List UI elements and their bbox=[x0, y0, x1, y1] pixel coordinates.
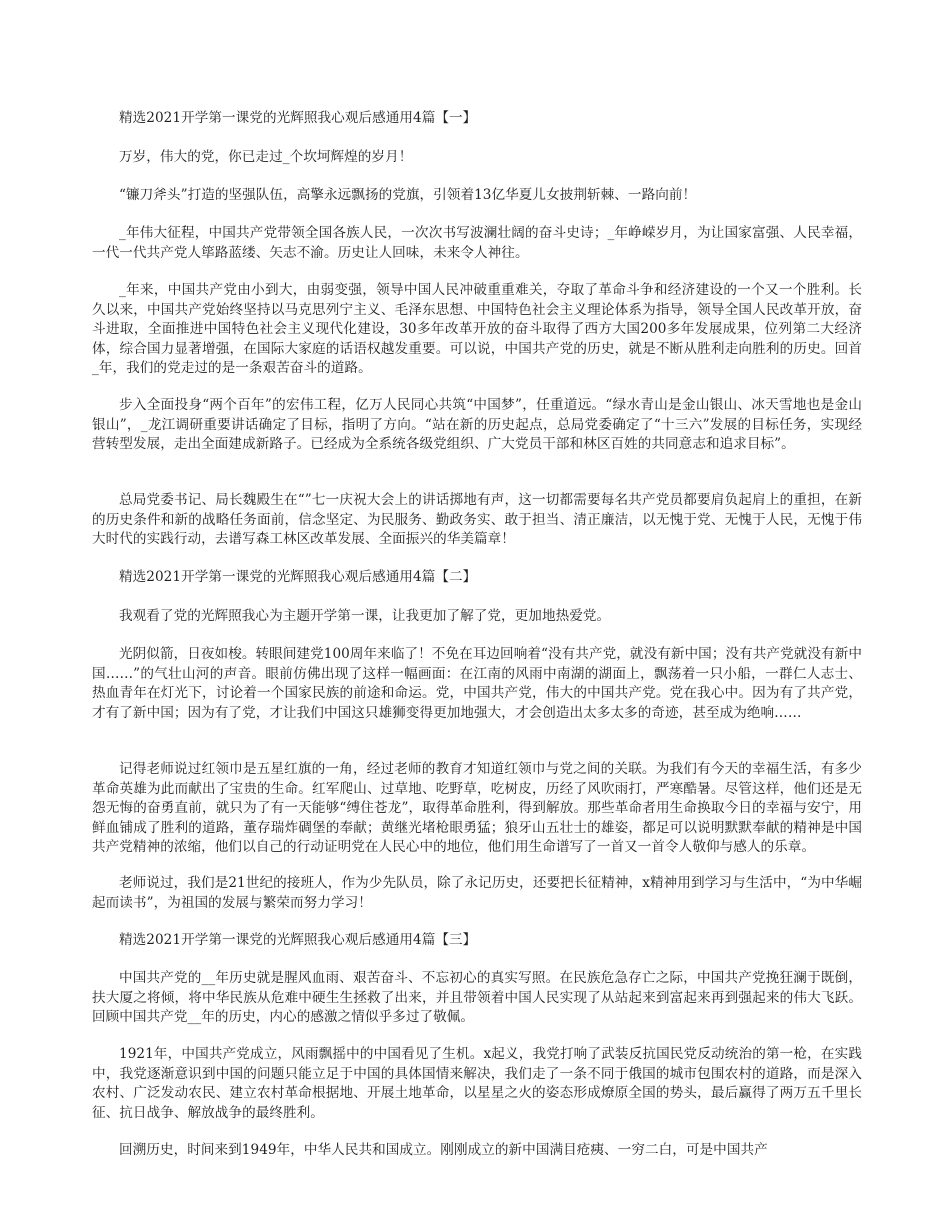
paragraph: _年伟大征程，中国共产党带领全国各族人民，一次次书写波澜壮阔的奋斗史诗；_年峥嵘岁月，为让国家富强、人民幸福，一代一代共产党人筚路蓝缕、矢志不渝。历史让人回味，未来令人神往。 bbox=[92, 225, 862, 261]
paragraph: 回溯历史，时间来到1949年，中华人民共和国成立。刚刚成立的新中国满目疮痍、一穷二白，可是中国共产 bbox=[119, 1142, 768, 1158]
paragraph: 1921年，中国共产党成立，风雨飘摇中的中国看见了生机。x起义，我党打响了武装反抗国民党反动统治的第一枪，在实践中，我党逐渐意识到中国的问题只能立足于中国的具体国情来解决，我们走了一条不同于俄国的城市包围农村的道路，而是深入农村、广泛发动农民、建立农村革命根据地、开展土地革命，以星星之火的姿态形成燎原全国的势头，最后赢得了两万五千里长征、抗日战争、解放战争的最终胜利。 bbox=[92, 1046, 862, 1121]
paragraph: 万岁，伟大的党，你已走过_个坎坷辉煌的岁月！ bbox=[119, 149, 413, 165]
paragraph: 中国共产党的__年历史就是腥风血雨、艰苦奋斗、不忘初心的真实写照。在民族危急存亡之际，中国共产党挽狂澜于既倒，扶大厦之将倾，将中华民族从危难中硬生生拯救了出来，并且带领着中国人民实现了从站起来到富起来再到强起来的伟大飞跃。回顾中国共产党__年的历史，内心的感激之情似乎多过了敬佩。 bbox=[92, 970, 862, 1026]
paragraph: 我观看了党的光辉照我心为主题开学第一课，让我更加了解了党，更加地热爱党。 bbox=[119, 608, 611, 624]
section-heading-1: 精选2021开学第一课党的光辉照我心观后感通用4篇【一】 bbox=[119, 110, 477, 126]
paragraph: 光阴似箭，日夜如梭。转眼间建党100周年来临了！不免在耳边回响着“没有共产党，就没有新中国；没有共产党就没有新中国……”的气壮山河的声音。眼前仿佛出现了这样一幅画面：在江南的风雨中南湖的湖面上，飘荡着一只小船，一群仁人志士、热血青年在灯光下，讨论着一个国家民族的前途和命运。党，中国共产党，伟大的中国共产党。党在我心中。因为有了共产党，才有了新中国；因为有了党，才让我们中国这只雄狮变得更加地强大，才会创造出太多太多的奇迹，甚至成为绝响…… bbox=[92, 646, 862, 721]
section-heading-2: 精选2021开学第一课党的光辉照我心观后感通用4篇【二】 bbox=[119, 569, 477, 585]
paragraph: 记得老师说过红领巾是五星红旗的一角，经过老师的教育才知道红领巾与党之间的关联。为我们有今天的幸福生活，有多少革命英雄为此而献出了宝贵的生命。红军爬山、过草地、吃野草，吃树皮，历经了风吹雨打，严寒酷暑。尽管这样，他们还是无怨无悔的奋勇直前，就只为了有一天能够“缚住苍龙”，取得革命胜利，得到解放。那些革命者用生命换取今日的幸福与安宁，用鲜血铺成了胜利的道路，董存瑞炸碉堡的奉献；黄继光堵枪眼勇猛；狼牙山五壮士的雄姿，都足可以说明默默奉献的精神是中国共产党精神的浓缩，他们以自己的行动证明党在人民心中的地位，他们用生命谱写了一首又一首令人敬仰与感人的乐章。 bbox=[92, 761, 862, 856]
paragraph: 老师说过，我们是21世纪的接班人，作为少先队员，除了永记历史，还要把长征精神，x精神用到学习与生活中，“为中华崛起而读书”，为祖国的发展与繁荣而努力学习！ bbox=[92, 875, 862, 911]
paragraph: 步入全面投身“两个百年”的宏伟工程，亿万人民同心共筑“中国梦”，任重道远。“绿水青山是金山银山、冰天雪地也是金山银山”，_龙江调研重要讲话确定了目标，指明了方向。“站在新的历史起点，总局党委确定了“十三六”发展的目标任务，实现经营转型发展，走出全面建成新路子。已经成为全系统各级党组织、广大党员干部和林区百姓的共同意志和追求目标”。 bbox=[92, 397, 862, 453]
paragraph: _年来，中国共产党由小到大，由弱变强，领导中国人民冲破重重难关，夺取了革命斗争和经济建设的一个又一个胜利。长久以来，中国共产党始终坚持以马克思列宁主义、毛泽东思想、中国特色社会主义理论体系为指导，领导全国人民改革开放，奋斗进取，全面推进中国特色社会主义现代化建设，30多年改革开放的奋斗取得了西方大国200多年发展成果，位列第二大经济体，综合国力显著增强，在国际大家庭的话语权越发重要。可以说，中国共产党的历史，就是不断从胜利走向胜利的历史。回首_年，我们的党走过的是一条艰苦奋斗的道路。 bbox=[92, 282, 862, 377]
paragraph: “镰刀斧头”打造的坚强队伍，高擎永远飘扬的党旗，引领着13亿华夏儿女披荆斩棘、一路向前！ bbox=[119, 187, 697, 203]
paragraph: 总局党委书记、局长魏殿生在“”七一庆祝大会上的讲话掷地有声，这一切都需要每名共产党员都要肩负起肩上的重担，在新的历史条件和新的战略任务面前，信念坚定、为民服务、勤政务实、敢于担当、清正廉洁，以无愧于党、无愧于人民，无愧于伟大时代的实践行动，去谱写森工林区改革发展、全面振兴的华美篇章！ bbox=[92, 492, 862, 548]
section-heading-3: 精选2021开学第一课党的光辉照我心观后感通用4篇【三】 bbox=[119, 932, 477, 948]
document-page bbox=[92, 0, 862, 1230]
